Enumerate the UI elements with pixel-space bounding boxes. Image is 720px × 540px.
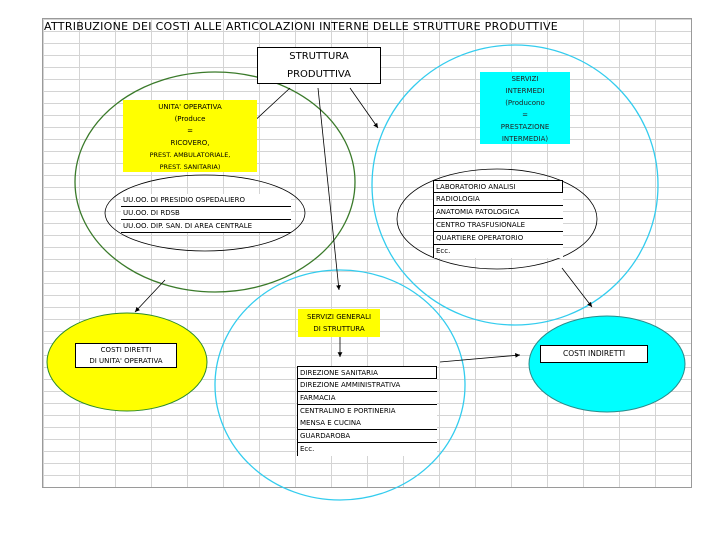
unita-operativa-line-6: PREST. SANITARIA): [159, 163, 221, 171]
servizi-generali-row: FARMACIA: [297, 392, 437, 405]
servizi-list-row: Ecc.: [433, 245, 563, 258]
struttura-produttiva-box: [257, 47, 381, 84]
servizi-generali-line-1: SERVIZI GENERALI: [306, 313, 372, 321]
servizi-generali-row: Ecc.: [297, 443, 437, 456]
servizi-generali-row: MENSA E CUCINA: [297, 417, 437, 430]
arrow-generali-to-costi-indiretti: [440, 355, 520, 362]
unita-operativa-line-3: =: [187, 127, 193, 135]
arrow-struttura-to-servizi: [350, 88, 378, 128]
servizi-intermedi-line-4: =: [522, 111, 528, 119]
servizi-list-row: QUARTIERE OPERATORIO: [433, 232, 563, 245]
servizi-intermedi-line-5: PRESTAZIONE: [500, 123, 550, 131]
unita-operativa-line-1: UNITA' OPERATIVA: [158, 103, 222, 111]
servizi-generali-row: DIREZIONE SANITARIA: [297, 366, 437, 379]
costi-diretti-box: [75, 343, 177, 368]
servizi-list-row: CENTRO TRASFUSIONALE: [433, 219, 563, 232]
servizi-generali-row: DIREZIONE AMMINISTRATIVA: [297, 379, 437, 392]
costi-diretti-line-2: DI UNITA' OPERATIVA: [89, 357, 163, 365]
servizi-list-row: LABORATORIO ANALISI: [433, 180, 563, 193]
costi-diretti-line-1: COSTI DIRETTI: [100, 346, 152, 354]
servizi-list-row: ANATOMIA PATOLOGICA: [433, 206, 563, 219]
unita-operativa-line-2: (Produce: [174, 115, 206, 123]
diagram-title: ATTRIBUZIONE DEI COSTI ALLE ARTICOLAZIONI INTERNE DELLE STRUTTURE PRODUTTIVE: [44, 20, 559, 33]
servizi-intermedi-line-6: INTERMEDIA): [501, 135, 549, 143]
costi-indiretti-box: [540, 345, 648, 363]
unita-operativa-box: [123, 100, 257, 172]
costi-indiretti-ellipse: [529, 316, 685, 412]
uu-oo-row: UU.OO. DI PRESIDIO OSPEDALIERO: [121, 194, 291, 207]
servizi-generali-row: CENTRALINO E PORTINERIA: [297, 405, 437, 418]
servizi-intermedi-line-1: SERVIZI: [511, 75, 539, 83]
unita-operativa-line-4: RICOVERO,: [170, 139, 210, 147]
servizi-generali-row: GUARDAROBA: [297, 430, 437, 443]
servizi-generali-box: [298, 309, 380, 337]
uu-oo-row: UU.OO. DIP. SAN. DI AREA CENTRALE: [121, 220, 291, 233]
servizi-list-row: RADIOLOGIA: [433, 193, 563, 206]
servizi-intermedi-box: [480, 72, 570, 144]
arrow-uo-to-costi-diretti: [135, 280, 165, 312]
struttura-line-2: PRODUTTIVA: [287, 69, 351, 80]
servizi-intermedi-line-3: (Producono: [505, 99, 545, 107]
costi-indiretti-label: COSTI INDIRETTI: [562, 349, 626, 358]
struttura-line-1: STRUTTURA: [289, 51, 349, 62]
unita-operativa-line-5: PREST. AMBULATORIALE,: [149, 151, 231, 159]
servizi-intermedi-line-2: INTERMEDI: [505, 87, 545, 95]
servizi-generali-line-2: DI STRUTTURA: [313, 325, 365, 333]
arrow-servizi-to-costi-indiretti: [562, 268, 592, 307]
uu-oo-row: UU.OO. DI RDSB: [121, 207, 291, 220]
